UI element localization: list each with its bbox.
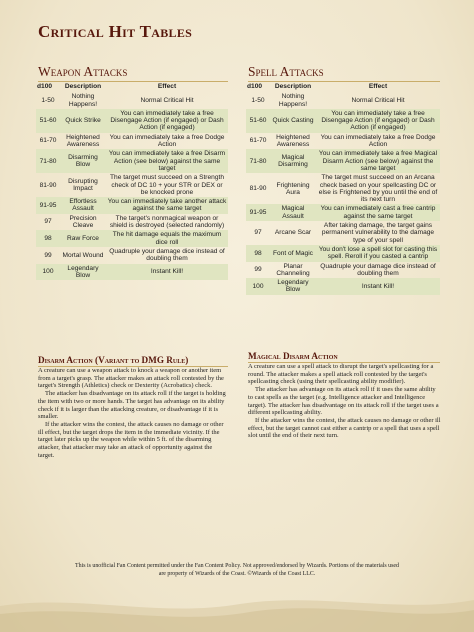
description-cell: Frightening Aura [276, 181, 310, 196]
disarm-action-text [38, 367, 230, 459]
spell-attacks-heading: Spell Attacks [248, 64, 324, 79]
description-cell: Planar Channeling [276, 262, 310, 277]
description-cell: Magical Assault [270, 204, 316, 221]
table-row [36, 264, 228, 281]
table-row [36, 173, 228, 197]
effect-cell: You can immediately cast a free cantrip against the same target [316, 204, 440, 221]
table-row [246, 204, 440, 221]
table-row [36, 149, 228, 173]
effect-cell: You can immediately take a free Dodge Action [109, 133, 225, 149]
description-cell: Effortless Assault [60, 197, 106, 214]
col-header-effect: Effect [157, 83, 177, 90]
decorative-footer-swirl [0, 588, 474, 632]
effect-cell: You can immediately take a free Disengage Action (if engaged) or Dash Action (if engaged) [316, 109, 440, 133]
table-row [36, 214, 228, 231]
effect-cell: The target must succeed on a Strength check of DC 10 + your STR or DEX or be knocked prone [110, 174, 224, 196]
effect-cell: Normal Critical Hit [140, 96, 194, 104]
spell-attacks-table [246, 82, 440, 295]
d100-cell: 99 [44, 251, 52, 259]
effect-cell: You can immediately take another attack against the same target [107, 198, 227, 213]
d100-cell: 91-95 [36, 197, 60, 214]
table-row [246, 221, 440, 245]
effect-cell: Quadruple your damage dice instead of doubling them [109, 247, 225, 263]
effect-cell: After taking damage, the target gains permanent vulnerability to the damage type of your spell [321, 222, 435, 244]
table-row [246, 149, 440, 173]
description-cell: Font of Magic [270, 245, 316, 262]
magical-disarm-heading: Magical Disarm Action [248, 351, 338, 361]
col-header-effect: Effect [368, 83, 388, 90]
d100-cell: 97 [254, 229, 262, 237]
footer-line-1: This is unofficial Fan Content permitted under the Fan Content Policy. Not approved/endorsed by Wizards. Portions of the materials used [75, 563, 399, 569]
d100-cell: 91-95 [246, 204, 270, 221]
d100-cell: 51-60 [246, 109, 270, 133]
effect-cell: The target must succeed on an Arcana check based on your spellcasting DC or else is Frightened by you until the end of its next turn [318, 174, 438, 204]
magical-disarm-paragraph-3: If the attacker wins the contest, the attack causes no damage or other ill effect, but the target cannot cast either a cantrip or a spell that uses a spell slot until the end of their next turn. [248, 416, 441, 440]
legal-footer [20, 563, 454, 578]
description-cell: Magical Disarming [270, 149, 316, 173]
table-row [246, 245, 440, 262]
d100-cell: 51-60 [36, 109, 60, 133]
d100-cell: 1-50 [251, 96, 265, 104]
description-cell: Disarming Blow [60, 149, 106, 173]
d100-cell: 61-70 [39, 137, 57, 145]
table-row [246, 109, 440, 133]
d100-cell: 99 [254, 266, 262, 274]
d100-cell: 98 [246, 245, 270, 262]
page-title: Critical Hit Tables [38, 22, 193, 41]
table-row [36, 247, 228, 264]
footer-line-2: are property of Wizards of the Coast. ©Wizards of the Coast LLC. [158, 570, 316, 577]
table-row [36, 109, 228, 133]
effect-cell: Quadruple your damage dice instead of doubling them [320, 262, 436, 277]
description-cell: Disrupting Impact [68, 177, 98, 193]
weapon-table-body [36, 92, 228, 280]
d100-cell: 1-50 [41, 96, 55, 104]
magical-disarm-text [248, 363, 442, 440]
table-row [246, 173, 440, 204]
disarm-paragraph-3: If the attacker wins the contest, the attack causes no damage or other ill effect, but the target drops the item in the immediate vicinity. If the target later picks up the weapon while within 5 ft. of the disarming attacker, that attacker may take an attack of opportunity against the target. [38, 420, 224, 459]
effect-cell: The hit damage equals the maximum dice roll [106, 230, 228, 247]
description-cell: Nothing Happens! [278, 93, 308, 108]
disarm-paragraph-1: A creature can use a weapon attack to knock a weapon or another item from a target's grasp. The attacker makes an attack roll contested by the target's Strength (Athletics) check or Dexterity (Acrobatics) check. [38, 367, 224, 390]
effect-cell: You can immediately take a free Dodge Action [320, 133, 436, 149]
col-header-description: Description [274, 83, 312, 90]
description-cell: Legendary Blow [60, 264, 106, 281]
table-row [36, 197, 228, 214]
col-header-description: Description [64, 83, 102, 90]
effect-cell: You can immediately take a free Disarm Action (see below) against the same target [106, 149, 228, 173]
d100-cell: 100 [246, 278, 270, 295]
weapon-attacks-table [36, 82, 228, 280]
description-cell: Raw Force [60, 230, 106, 247]
table-row [246, 133, 440, 150]
effect-cell: Instant Kill! [106, 264, 228, 281]
d100-cell: 61-70 [249, 137, 267, 145]
description-cell: Legendary Blow [270, 278, 316, 295]
table-row [246, 278, 440, 295]
d100-cell: 71-80 [246, 149, 270, 173]
description-cell: Nothing Happens! [68, 93, 98, 108]
d100-cell: 81-90 [249, 185, 267, 193]
disarm-action-heading: Disarm Action (Variant to DMG Rule) [38, 355, 189, 365]
weapon-attacks-heading: Weapon Attacks [38, 64, 128, 79]
effect-cell: Normal Critical Hit [351, 96, 405, 104]
d100-cell: 97 [44, 218, 52, 226]
table-row [36, 230, 228, 247]
effect-cell: You can immediately take a free Disengage Action (if engaged) or Dash Action (if engaged) [106, 109, 228, 133]
magical-disarm-paragraph-1: A creature can use a spell attack to disrupt the target's spellcasting for a round. The attacker makes a spell attack roll contested by the target's spellcasting check (using their spellcasting ability modifier). [248, 363, 434, 386]
table-row [246, 92, 440, 109]
description-cell: Mortal Wound [62, 251, 104, 259]
description-cell: Quick Strike [60, 109, 106, 133]
d100-cell: 71-80 [36, 149, 60, 173]
d100-cell: 98 [36, 230, 60, 247]
d100-cell: 100 [36, 264, 60, 281]
table-row [246, 262, 440, 279]
col-header-d100: d100 [247, 83, 263, 90]
d100-cell: 81-90 [39, 181, 57, 189]
description-cell: Heightened Awareness [276, 133, 310, 149]
magical-disarm-paragraph-2: The attacker has advantage on its attack roll if it uses the same ability to cast spells as the target (e.g. Intelligence attacker and Intelligence target). The attacker has disadvantage on its attack roll if the target uses a different spellcasting ability. [248, 386, 439, 417]
description-cell: Heightened Awareness [66, 133, 100, 149]
col-header-d100: d100 [37, 83, 53, 90]
disarm-paragraph-2: The attacker has disadvantage on its attack roll if the target is holding the item with two or more hands. The target has advantage on its ability check if it is larger than the attacking creature, or disadvantage if it is smaller. [38, 390, 226, 421]
effect-cell: The target's nonmagical weapon or shield is destroyed (selected randomly) [109, 214, 225, 230]
description-cell: Quick Casting [270, 109, 316, 133]
table-row [36, 133, 228, 150]
effect-cell: You don't lose a spell slot for casting this spell. Reroll if you casted a cantrip [316, 245, 440, 262]
spell-table-body [246, 92, 440, 294]
table-row [36, 92, 228, 109]
effect-cell: You can immediately take a free Magical Disarm Action (see below) against the same target [316, 149, 440, 173]
effect-cell: Instant Kill! [316, 278, 440, 295]
description-cell: Arcane Scar [274, 229, 312, 237]
description-cell: Precision Cleave [69, 214, 97, 230]
